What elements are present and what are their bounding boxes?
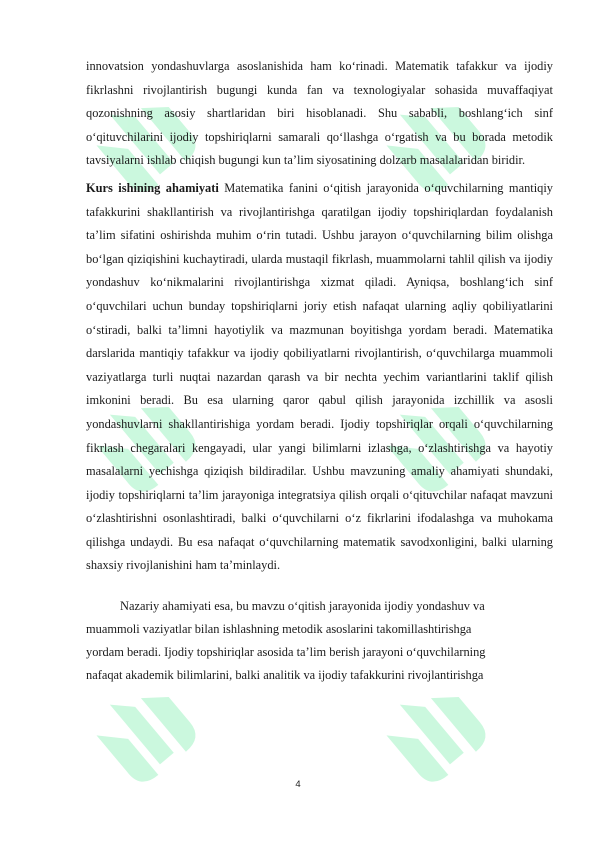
section-heading: Kurs ishining ahamiyati (86, 180, 219, 195)
paragraph-line: nafaqat akademik bilimlarini, balki analitik va ijodiy tafakkurini rivojlantirishga (86, 668, 484, 683)
paragraph-intro: innovatsion yondashuvlarga asoslanishida ham koʻrinadi. Matematik tafakkur va ijodiy fikrlashni rivojlantirish bugungi kunda fan va texnologiyalar sohasida muvaffaqiyat qozonishning asosiy shartlaridan biri hisoblanadi. Shu sababli, boshlangʻich sinf oʻqituvchilarini ijodiy topshiriqlarni samarali qoʻllashga oʻrgatish va bu borada metodik tavsiyalarni ishlab chiqish bugungi kun taʼlim siyosatining dolzarb masalalaridan biridir. (86, 59, 553, 168)
paragraph-line: muammoli vaziyatlar bilan ishlashning metodik asoslarini takomillashtirishga (86, 622, 472, 637)
paragraph-line: yordam beradi. Ijodiy topshiriqlar asosida taʼlim berish jarayoni oʻquvchilarning (86, 645, 486, 660)
page-number: 4 (295, 779, 301, 790)
document-body (86, 55, 553, 687)
paragraph-theoretical (86, 595, 553, 687)
paragraph-significance (86, 177, 553, 578)
paragraph-significance-text: Matematika fanini oʻqitish jarayonida oʻquvchilarning mantiqiy tafakkurini shakllantirish va rivojlantirishga qaratilgan ijodiy topshiriqlardan foydalanish taʼlim sifatini oshirishda muhim oʻrin tutadi. Ushbu jarayon oʻquvchilarning bilim olishga boʻlgan qiziqishini kuchaytiradi, ularda mustaqil fikrlash, muammolarni tahlil qilish va ijodiy yondashuv koʻnikmalarini rivojlantirishga xizmat qiladi. Ayniqsa, boshlangʻich sinf oʻquvchilari uchun bunday topshiriqlarni joriy etish nafaqat ularning aqliy qobiliyatlarini oʻstiradi, balki taʼlimni hayotiylik va mazmunan boyitishga yordam beradi. Matematika darslarida mantiqiy tafakkur va ijodiy qobiliyatlarni rivojlantirish, oʻquvchilarga muammoli vaziyatlarga turli nuqtai nazardan qarash va bir nechta yechim variantlarini taklif qilish imkonini beradi. Bu esa ularning qaror qabul qilish jarayonida izchillik va asosli yondashuvlarni shakllantirishiga yordam beradi. Ijodiy topshiriqlar orqali oʻquvchilarning fikrlash chegaralari kengayadi, ular yangi bilimlarni izlashga, oʻzlashtirishga va hayotiy masalalarni yechishga qiziqish bildiradilar. Ushbu mavzuning amaliy ahamiyati shundaki, ijodiy topshiriqlarni taʼlim jarayoniga integratsiya qilish orqali oʻqituvchilar nafaqat mavzuni oʻzlashtirishni osonlashtiradi, balki oʻquvchilarni oʻz fikrlarini ifodalashga va muhokama qilishga undaydi. Bu esa nafaqat oʻquvchilarning matematik savodxonligini, balki ularning shaxsiy rivojlanishini ham taʼminlaydi. (86, 180, 553, 573)
paragraph-line: Nazariy ahamiyati esa, bu mavzu oʻqitish jarayonida ijodiy yondashuv va (120, 599, 485, 614)
